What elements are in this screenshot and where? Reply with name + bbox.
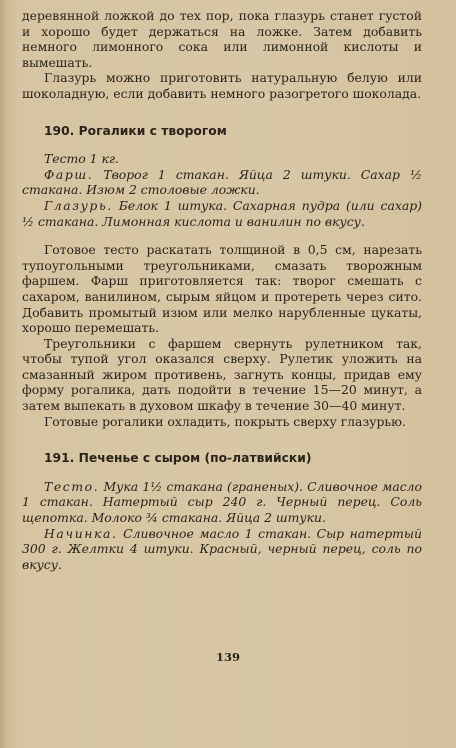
recipe-190-glaze-label: Глазурь. (44, 197, 113, 213)
recipe-190-glaze (22, 198, 422, 229)
recipe-190-title: 190. Рогалики с творогом (44, 123, 227, 138)
intro-paragraph-1: деревянной ложкой до тех пор, пока глазурь станет густой и хорошо будет держаться на ложке. Затем добавить немного лимонного сока или лимонной кислоты и вымешать. (22, 8, 422, 70)
recipe-190-method-3: Готовые рогалики охладить, покрыть сверху глазурью. (44, 413, 406, 429)
recipe-190-filling (22, 167, 422, 198)
page-number: 139 (215, 650, 240, 664)
recipe-190-glaze-text: Белок 1 штука. Сахарная пудра (или сахар) ½ стакана. Лимонная кислота и ванилин по вкусу. (22, 197, 422, 229)
recipe-191-filling (22, 526, 422, 573)
page-content (22, 8, 422, 572)
recipe-191-dough-label: Тесто. (44, 478, 100, 494)
recipe-191-dough (22, 479, 422, 526)
recipe-190-dough: Тесто 1 кг. (44, 151, 120, 167)
recipe-190-filling-label: Фарш. (44, 166, 94, 182)
recipe-191-filling-label: Начинка. (44, 525, 118, 541)
recipe-190-method-1: Готовое тесто раскатать толщиной в 0,5 см, нарезать тупоугольными треугольниками, смазать творожным фаршем. Фарш приготовляется так: творог смешать с сахаром, ванилином, сырым яйцом и протереть через сито. Добавить промытый изюм или мелко нарубленные цукаты, хорошо перемешать. (22, 242, 422, 336)
recipe-190-filling-text: Творог 1 стакан. Яйца 2 штуки. Сахар ½ стакана. Изюм 2 столовые ложки. (22, 166, 422, 198)
recipe-191-filling-text: Сливочное масло 1 стакан. Сыр натертый 300 г. Желтки 4 штуки. Красный, черный перец, соль по вкусу. (22, 525, 422, 572)
recipe-191-title: 191. Печенье с сыром (по-латвийски) (44, 451, 312, 466)
intro-paragraph-2: Глазурь можно приготовить натуральную белую или шоколадную, если добавить немного разогретого шоколада. (22, 70, 422, 101)
recipe-191-dough-text: Мука 1½ стакана (граненых). Сливочное масло 1 стакан. Натертый сыр 240 г. Черный перец. Соль щепотка. Молоко ¾ стакана. Яйца 2 штуки. (22, 478, 422, 526)
recipe-190-method-2: Треугольники с фаршем свернуть рулетником так, чтобы тупой угол оказался сверху. Рулетик уложить на смазанный жиром противень, загнуть концы, придав ему форму рогалика, дать подойти в течение 15—20 минут, а затем выпекать в духовом шкафу в течение 30—40 минут. (22, 335, 422, 414)
